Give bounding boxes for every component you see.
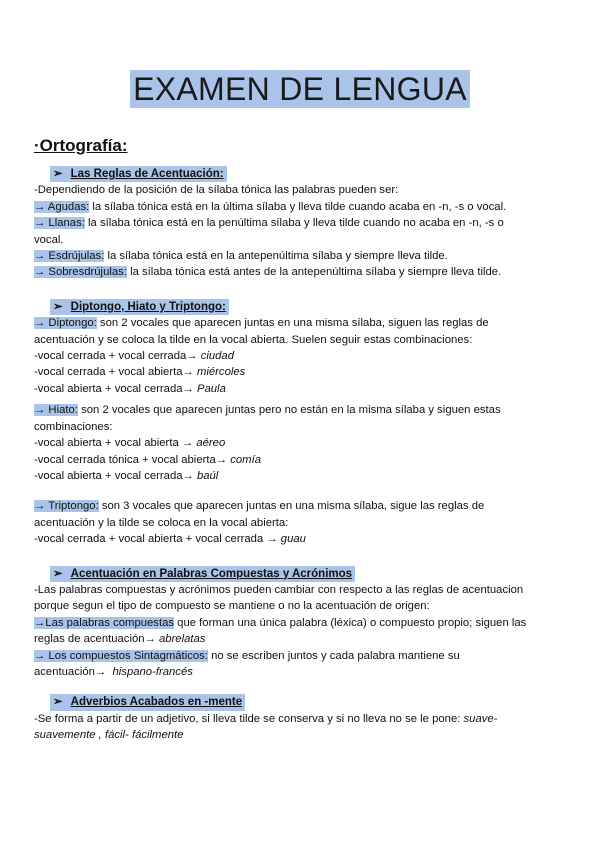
paragraph-line: acentuación y la tilde se coloca en la vocal abierta: — [34, 516, 289, 529]
highlight-label: →Las palabras compuestas — [34, 616, 175, 629]
title-wrap — [0, 70, 600, 108]
paragraph-line: acentuación y se coloca la tilde en la vocal abierta. Suelen seguir estas combinaciones: — [34, 333, 473, 346]
arrow-bullet-icon: ➢ — [53, 567, 63, 580]
paragraph-line: suavemente , fácil- fácilmente — [34, 729, 184, 742]
paragraph-line: reglas de acentuación→ abrelatas — [34, 633, 206, 646]
paragraph-line: → Esdrújulas: la sílaba tónica está en la antepenúltima sílaba y siempre lleva tilde. — [34, 250, 448, 263]
page-title: EXAMEN DE LENGUA — [130, 70, 470, 108]
list-item: -vocal abierta + vocal cerrada→ Paula — [34, 382, 226, 395]
list-item: -vocal cerrada + vocal abierta→ miércoles — [34, 366, 246, 379]
list-item: -vocal abierta + vocal abierta → aéreo — [34, 437, 226, 450]
heading-adverbios-mente: ➢ Adverbios Acabados en -mente — [50, 694, 245, 710]
paragraph-line: -Se forma a partir de un adjetivo, si lleva tilde se conserva y si no lleva no se le pone: suave- — [34, 712, 498, 725]
heading-reglas-acentuacion: ➢ Las Reglas de Acentuación: — [50, 166, 227, 182]
paragraph-line: → Triptongo: son 3 vocales que aparecen juntas en una misma sílaba, sigue las reglas de — [34, 500, 485, 513]
paragraph-line: -Dependiendo de la posición de la sílaba tónica las palabras pueden ser: — [34, 184, 399, 197]
section-title: ·Ortografía: — [34, 136, 128, 155]
list-item: -vocal cerrada + vocal abierta + vocal cerrada → guau — [34, 533, 306, 546]
paragraph-line: vocal. — [34, 233, 64, 246]
highlight-label: → Diptongo: — [34, 317, 97, 330]
paragraph-line: combinaciones: — [34, 420, 113, 433]
paragraph-line: acentuación→ hispano-francés — [34, 665, 193, 678]
highlight-label: → Los compuestos Sintagmáticos: — [34, 649, 208, 662]
paragraph-line: → Los compuestos Sintagmáticos: no se escriben juntos y cada palabra mantiene su — [34, 649, 460, 662]
document-body — [34, 166, 568, 744]
arrow-bullet-icon: ➢ — [53, 168, 63, 180]
paragraph-line: →Las palabras compuestas que forman una única palabra (léxica) o compuesto propio; siguen las — [34, 616, 527, 629]
paragraph-line: → Sobresdrújulas: la sílaba tónica está antes de la antepenúltima sílaba y siempre lleva tilde. — [34, 266, 502, 279]
list-item: -vocal cerrada tónica + vocal abierta→ comía — [34, 453, 261, 466]
list-item: -vocal cerrada + vocal cerrada→ ciudad — [34, 350, 234, 363]
paragraph-line: → Hiato: son 2 vocales que aparecen juntas pero no están en la misma sílaba y siguen estas — [34, 404, 501, 417]
highlight-label: → Agudas: — [34, 200, 90, 213]
paragraph-line: → Agudas: la sílaba tónica está en la última sílaba y lleva tilde cuando acaba en -n, -s o vocal. — [34, 200, 507, 213]
arrow-bullet-icon: ➢ — [53, 696, 63, 709]
highlight-label: → Esdrújulas: — [34, 250, 105, 263]
list-item: -vocal abierta + vocal cerrada→ baúl — [34, 469, 219, 482]
highlight-label: → Llanas: — [34, 217, 85, 230]
heading-diptongo-hiato: ➢ Diptongo, Hiato y Triptongo: — [50, 299, 229, 315]
highlight-label: → Triptongo: — [34, 500, 99, 513]
paragraph-line: porque segun el tipo de compuesto se mantiene o no la acentuación de origen: — [34, 600, 430, 613]
paragraph-line: → Llanas: la sílaba tónica está en la penúltima sílaba y lleva tilde cuando no acaba en -n, -s o — [34, 217, 504, 230]
paragraph-line: → Diptongo: son 2 vocales que aparecen juntas en una misma sílaba, siguen las reglas de — [34, 317, 489, 330]
highlight-label: → Sobresdrújulas: — [34, 266, 127, 279]
heading-palabras-compuestas: ➢ Acentuación en Palabras Compuestas y Acrónimos — [50, 566, 355, 582]
paragraph-line: -Las palabras compuestas y acrónimos pueden cambiar con respecto a las reglas de acentuacion — [34, 583, 524, 596]
highlight-label: → Hiato: — [34, 404, 78, 417]
arrow-bullet-icon: ➢ — [53, 300, 63, 313]
